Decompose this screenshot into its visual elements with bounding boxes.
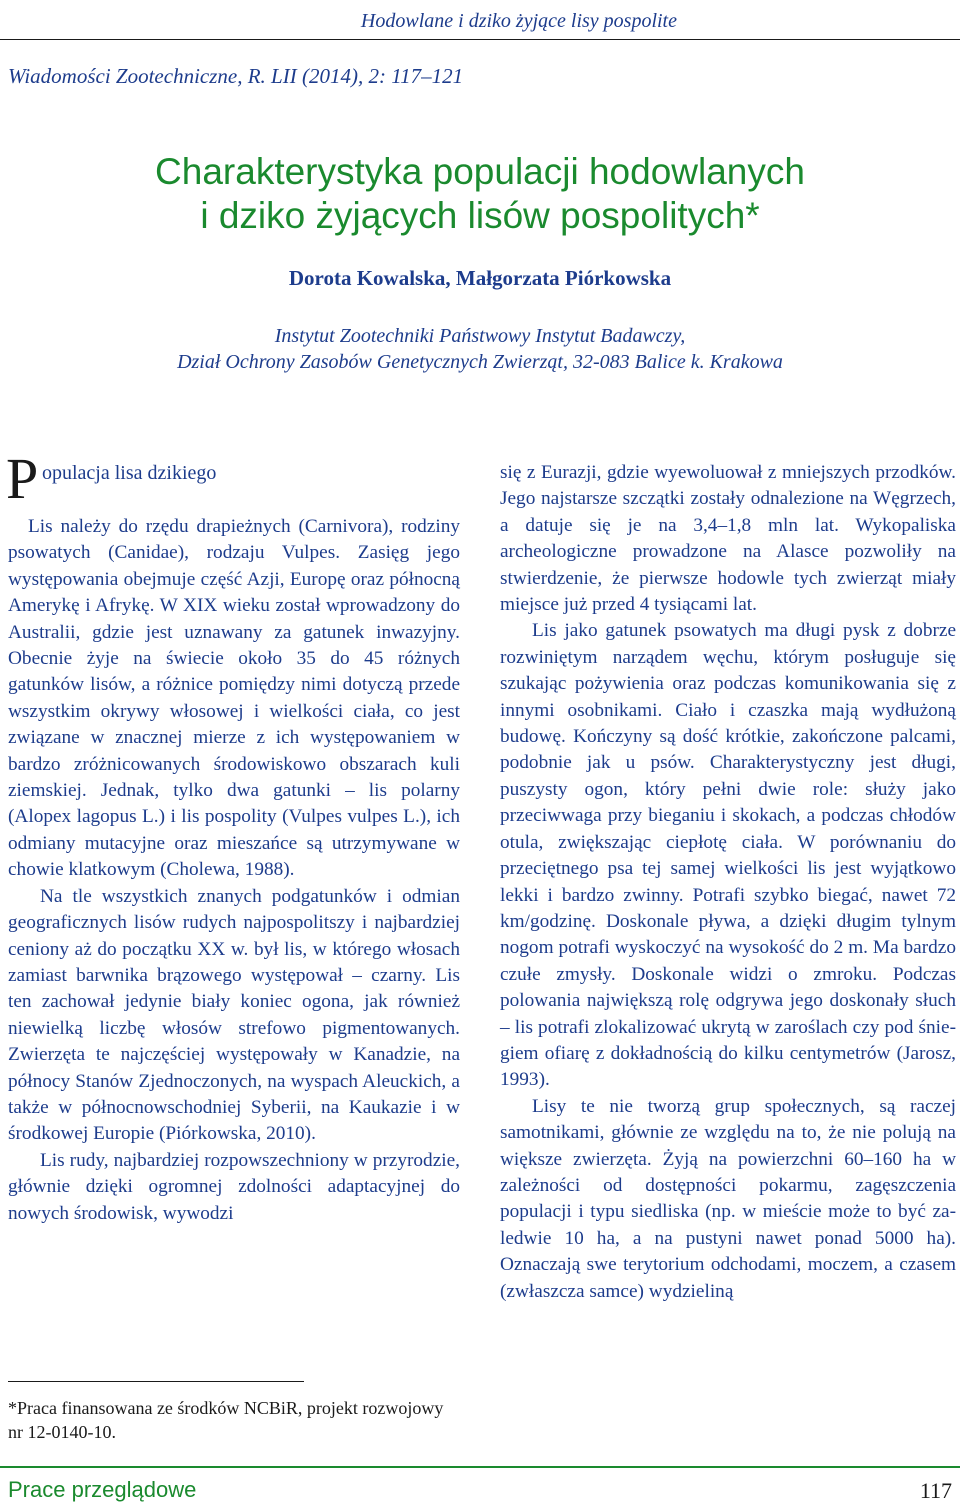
affiliation: [0, 323, 960, 375]
footer-rule: [0, 1466, 960, 1468]
footnote-rule: [8, 1381, 304, 1382]
journal-citation: Wiadomości Zootechniczne, R. LII (2014), 2: 117–121: [8, 64, 464, 88]
footer-section-label: Prace przeglądowe: [8, 1477, 197, 1502]
article-title: [0, 150, 960, 238]
paragraph-left-2: Na tle wszystkich znanych podgatunków i odmian geograficznych lisów rudych najpospolitszy i najbardziej ceniony aż do początku XX w. był lis, w którego włosach zamiast barwnika brązowego występował – czarny. Lis ten zachował jedynie biały koniec ogona, jak również niewielką liczbę włosów strefowo pigmentowanych. Zwierzęta te najczęściej występowały w Kanadzie, na północy Stanów Zjednoczonych, na wyspach Aleuckich, a także w północnowschodniej Syberii, na Kaukazie i w środkowej Europie (Piórkowska, 2010).: [8, 885, 460, 1145]
right-column: [500, 460, 956, 1305]
paragraph-right-1: się z Eurazji, gdzie wyewoluował z mniejszych przodków. Jego najstarsze szczątki zostały odnalezione na Węgrzech, a datuje się je na 3,4–1,8 mln lat. Wykopaliska archeologiczne prowadzone na Alasce pozwoliły na stwierdzenie, że pierwsze hodowle tych zwierząt miały miejsce już przed 4 tysiącami lat.: [500, 462, 956, 616]
paragraph-left-3: Lis rudy, najbardziej rozpowszechniony w przyrodzie, głównie dzięki ogromnej zdolności adaptacyjnej do nowych środowisk, wywodzi: [8, 1149, 460, 1224]
paragraph-left-1: Lis należy do rzędu drapieżnych (Carnivora), rodziny psowatych (Canidae), rodzaju Vulpes. Zasięg jego występowania obejmuje część Azji, Europę oraz północną Amerykę i Afrykę. W XIX wieku został wprowadzony do Australii, gdzie jest uznawany za gatunek inwazyjny. Obecnie żyje na świecie około 35 do 45 różnych gatunków lisów, a różnice pomiędzy nimi dotyczą przede wszystkim okrywy włosowej i wielkości ciała, co jest związane w znacznej mierze z ich występowaniem w bardzo zróżnicowanych środowiskowo obszarach kuli ziemskiej. Jednak, tylko dwa gatunki – lis polarny (Alopex lagopus L.) i lis pospolity (Vulpes vulpes L.), ich odmiany mutacyjne oraz mieszańce są utrzymywane w chowie klatkowym (Cholewa, 1988).: [8, 516, 460, 881]
drop-cap: P: [6, 446, 39, 511]
footnote: *Praca finansowana ze środków NCBiR, projekt rozwojowy nr 12-0140-10.: [8, 1398, 444, 1442]
paragraph-right-2: Lis jako gatunek psowatych ma długi pysk z dobrze rozwiniętym narządem węchu, którym posługuje się szukając pożywienia oraz podczas komunikowania się z innymi osobnikami. Ciało i czaszka mają wydłużoną budowę. Kończyny są dość krótkie, zakończone palcami, podobnie jak u psów. Charakterystyczny jest długi, puszysty ogon, który pełni dwie role: służy jako przeciwwaga przy bieganiu i skokach, a podczas chłodów otula, zwiększając ciepłotę ciała. W porównaniu do przeciętnego psa tej samej wielkości lis jest wyjątkowo lekki i bardzo zwinny. Potrafi szybko biegać, nawet 72 km/godzinę. Doskonale pływa, a dzięki długim tylnym nogom potrafi wyskoczyć na wysokość do 2 m. Ma bardzo czułe zmysły. Doskonale widzi o zmroku. Podczas polowania największą rolę odgrywa jego doskonały słuch – lis potrafi zlokalizować ukrytą w zaroślach czy pod śniegiem ofiarę z dokładnością do kilku centymetrów (Jarosz, 1993).: [500, 620, 956, 1091]
affiliation-line-2: Dział Ochrony Zasobów Genetycznych Zwierząt, 32-083 Balice k. Krakowa: [177, 351, 783, 373]
title-line-1: Charakterystyka populacji hodowlanych: [155, 151, 805, 192]
header-rule: [0, 39, 960, 40]
section-title: opulacja lisa dzikiego: [42, 462, 217, 484]
paragraph-right-3: Lisy te nie tworzą grup społecznych, są raczej samotnikami, głównie ze względu na to, że nie polują na większe zwierzęta. Żyją na powierzchni 60–160 ha w zależności od dostępności pokarmu, zagęszczenia populacji i typu siedliska (np. w mieście może to być zaledwie 10 ha, a na pustyni nawet ponad 5000 ha). Oznaczają swe terytorium odchodami, moczem, a czasem (zwłaszcza samce) wydzieliną: [500, 1095, 956, 1302]
title-line-2: i dziko żyjących lisów pospolitych*: [200, 195, 760, 236]
authors: Dorota Kowalska, Małgorzata Piórkowska: [288, 266, 672, 290]
affiliation-line-1: Instytut Zootechniki Państwowy Instytut Badawczy,: [274, 325, 686, 347]
page-number: 117: [919, 1478, 952, 1503]
running-head: Hodowlane i dziko żyjące lisy pospolite: [360, 10, 677, 32]
section-heading: [6, 446, 460, 514]
left-column: [6, 446, 460, 1227]
